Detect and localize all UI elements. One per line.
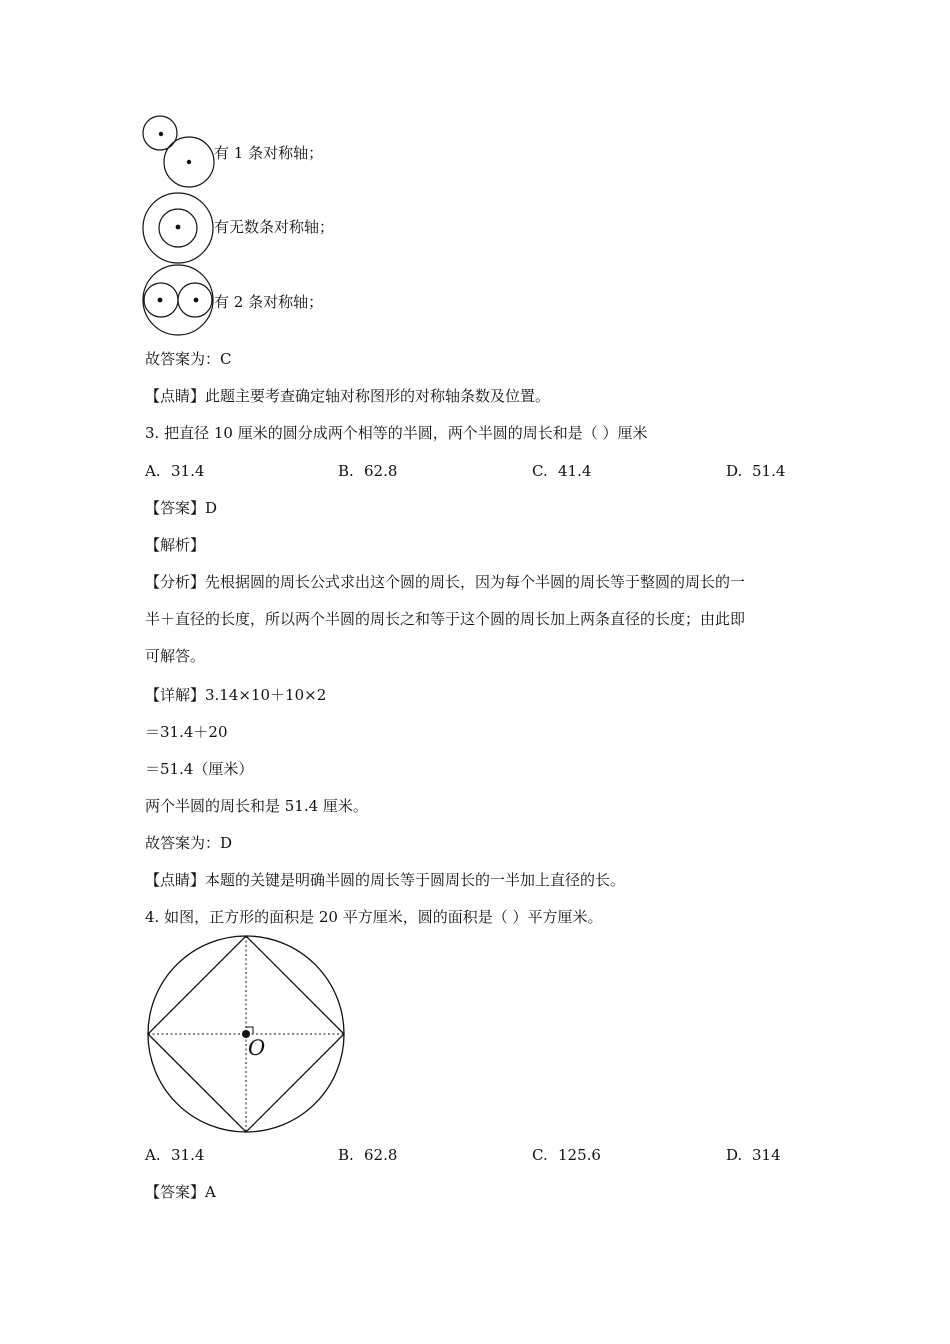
q3-analysis-line-1: 【分析】先根据圆的周长公式求出这个圆的周长，因为每个半圆的周长等于整圆的周长的一	[145, 573, 746, 591]
q3-option-b	[338, 460, 397, 482]
option-key: C.	[532, 462, 548, 480]
q4-option-a	[145, 1144, 204, 1166]
q3-question: 3. 把直径 10 厘米的圆分成两个相等的半圆，两个半圆的周长和是（ ）厘米	[145, 424, 648, 442]
q2-comment: 【点睛】此题主要考查确定轴对称图形的对称轴条数及位置。	[145, 387, 551, 405]
q3-option-c	[532, 460, 591, 482]
option-value: 31.4	[171, 462, 205, 480]
option-key: B.	[338, 462, 354, 480]
option-key: A.	[145, 462, 161, 480]
figure-3-label: 有 2 条对称轴；	[214, 293, 324, 311]
option-key: C.	[532, 1146, 548, 1164]
q3-analysis-title: 【解析】	[145, 536, 206, 554]
figure-1-label: 有 1 条对称轴；	[214, 144, 324, 162]
q3-answer: 【答案】D	[145, 499, 218, 517]
option-key: B.	[338, 1146, 354, 1164]
q3-answer-line: 故答案为：D	[145, 834, 233, 852]
q4-option-c	[532, 1144, 601, 1166]
q4-answer: 【答案】A	[145, 1183, 216, 1201]
option-value: 125.6	[558, 1146, 601, 1164]
q3-option-a	[145, 460, 204, 482]
option-key: D.	[726, 1146, 743, 1164]
figure-two-circles	[140, 115, 220, 191]
q3-comment: 【点睛】本题的关键是明确半圆的周长等于圆周长的一半加上直径的长。	[145, 871, 626, 889]
q3-analysis-line-3: 可解答。	[145, 647, 206, 665]
q3-detail-line-3: ＝51.4（厘米）	[145, 760, 254, 778]
q3-detail-line-2: ＝31.4＋20	[145, 723, 228, 741]
q3-detail-line-1: 【详解】3.14×10＋10×2	[145, 686, 327, 704]
figure-concentric-circles	[140, 190, 216, 266]
q3-option-d	[726, 460, 785, 482]
q4-option-d	[726, 1144, 781, 1166]
option-value: 62.8	[364, 462, 398, 480]
q2-answer-line: 故答案为：C	[145, 350, 232, 368]
q4-question: 4. 如图，正方形的面积是 20 平方厘米，圆的面积是（ ）平方厘米。	[145, 908, 603, 926]
center-label-o: O	[248, 1036, 266, 1060]
option-value: 31.4	[171, 1146, 205, 1164]
option-key: A.	[145, 1146, 161, 1164]
option-key: D.	[726, 462, 743, 480]
q4-option-b	[338, 1144, 397, 1166]
q3-analysis-line-2: 半＋直径的长度，所以两个半圆的周长之和等于这个圆的周长加上两条直径的长度；由此即	[145, 610, 746, 628]
option-value: 41.4	[558, 462, 592, 480]
figure-2-label: 有无数条对称轴；	[214, 218, 335, 236]
q3-detail-line-4: 两个半圆的周长和是 51.4 厘米。	[145, 797, 368, 815]
figure-square-in-circle	[144, 938, 349, 1138]
option-value: 62.8	[364, 1146, 398, 1164]
figure-nested-circles	[140, 264, 216, 340]
option-value: 51.4	[752, 462, 786, 480]
option-value: 314	[752, 1146, 781, 1164]
